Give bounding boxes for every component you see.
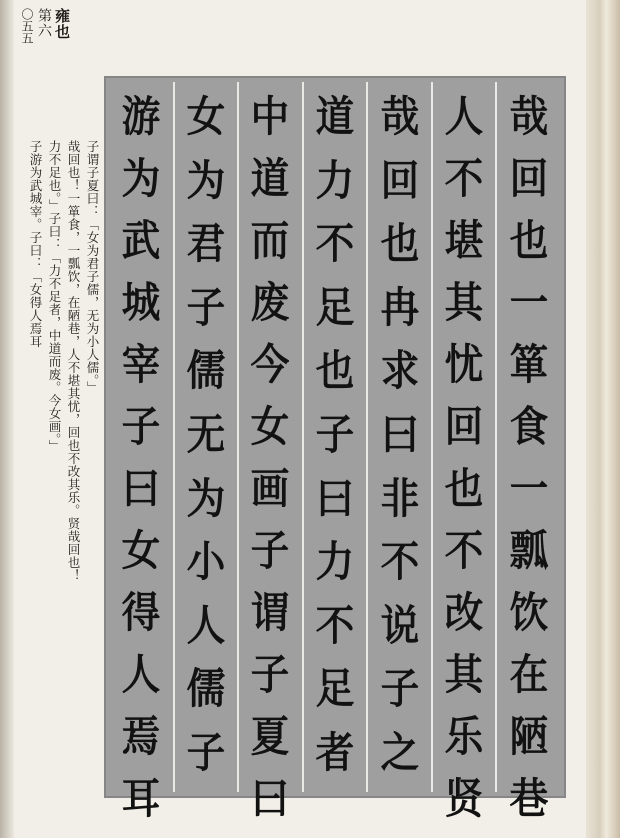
seal-character: 曰 bbox=[251, 774, 290, 823]
seal-character: 夏 bbox=[251, 712, 290, 761]
seal-character: 不 bbox=[444, 526, 484, 575]
seal-character: 曰 bbox=[315, 473, 355, 523]
seal-character: 为 bbox=[186, 155, 226, 205]
seal-character: 子 bbox=[121, 402, 161, 451]
seal-column bbox=[237, 82, 302, 823]
seal-character: 小 bbox=[186, 537, 226, 587]
seal-character: 不 bbox=[444, 154, 484, 203]
seal-character: 无 bbox=[186, 409, 226, 459]
seal-character: 哉 bbox=[509, 92, 549, 141]
seal-character: 宰 bbox=[121, 340, 161, 389]
seal-character: 足 bbox=[315, 664, 355, 714]
seal-character: 巷 bbox=[509, 774, 549, 823]
seal-character: 君 bbox=[186, 219, 226, 269]
seal-character: 游 bbox=[121, 92, 161, 141]
chapter-tab bbox=[20, 8, 70, 44]
seal-character: 耳 bbox=[121, 774, 161, 823]
seal-column bbox=[110, 82, 173, 823]
seal-column bbox=[431, 82, 496, 823]
page-number: 〇五五 bbox=[20, 8, 34, 44]
seal-character: 子 bbox=[251, 650, 290, 699]
commentary-column: 子谓子夏曰：「女为君子儒，无为小人儒。」 bbox=[85, 140, 100, 394]
seal-character: 之 bbox=[380, 727, 419, 777]
seal-character: 足 bbox=[315, 282, 355, 332]
seal-character: 人 bbox=[444, 92, 484, 141]
seal-character: 而 bbox=[251, 216, 290, 265]
seal-character: 道 bbox=[315, 92, 355, 141]
seal-character: 城 bbox=[121, 278, 161, 327]
seal-character: 瓢 bbox=[509, 526, 549, 575]
seal-character: 贤 bbox=[444, 774, 484, 823]
spine-shadow bbox=[0, 0, 14, 838]
seal-character: 陋 bbox=[509, 712, 549, 761]
commentary-column: 子游为武城宰。子曰：「女得人焉耳 bbox=[28, 140, 43, 348]
seal-character: 焉 bbox=[121, 712, 161, 761]
seal-character: 儒 bbox=[186, 664, 226, 714]
seal-character: 也 bbox=[444, 464, 484, 513]
seal-character: 武 bbox=[121, 216, 161, 265]
seal-character: 回 bbox=[380, 155, 419, 205]
seal-character: 女 bbox=[251, 402, 290, 451]
seal-character: 为 bbox=[186, 473, 226, 523]
seal-character: 为 bbox=[121, 154, 161, 203]
seal-character: 哉 bbox=[380, 92, 419, 141]
seal-character: 今 bbox=[251, 340, 290, 389]
seal-character: 子 bbox=[315, 409, 355, 459]
seal-character: 忧 bbox=[444, 340, 484, 389]
seal-character: 非 bbox=[380, 473, 419, 523]
seal-character: 女 bbox=[186, 92, 226, 141]
seal-character: 子 bbox=[186, 727, 226, 777]
seal-character: 食 bbox=[509, 402, 549, 451]
seal-column bbox=[366, 82, 431, 792]
seal-character: 堪 bbox=[444, 216, 484, 265]
seal-character: 也 bbox=[315, 346, 355, 396]
seal-column bbox=[302, 82, 367, 792]
seal-character: 中 bbox=[251, 92, 290, 141]
seal-character: 也 bbox=[509, 216, 549, 265]
seal-character: 曰 bbox=[121, 464, 161, 513]
seal-character: 谓 bbox=[251, 588, 290, 637]
seal-character: 不 bbox=[380, 537, 419, 587]
commentary-column: 力不足也。」子曰：「力不足者，中道而废。今女画。」 bbox=[47, 140, 62, 453]
seal-character: 在 bbox=[509, 650, 549, 699]
seal-character: 求 bbox=[380, 346, 419, 396]
seal-character: 一 bbox=[509, 464, 549, 513]
seal-character: 饮 bbox=[509, 588, 549, 637]
seal-character: 力 bbox=[315, 537, 355, 587]
seal-column bbox=[495, 82, 560, 823]
chapter-number: 第六 bbox=[36, 8, 52, 38]
seal-character: 回 bbox=[509, 154, 549, 203]
seal-character: 曰 bbox=[380, 409, 419, 459]
seal-character: 其 bbox=[444, 278, 484, 327]
seal-character: 人 bbox=[121, 650, 161, 699]
seal-script-grid bbox=[110, 82, 560, 823]
commentary-column: 哉回也！一箪食，一瓢饮，在陋巷，人不堪其忧，回也不改其乐。贤哉回也！ bbox=[66, 140, 81, 582]
seal-character: 其 bbox=[444, 650, 484, 699]
seal-character: 箪 bbox=[509, 340, 549, 389]
chapter-title: 雍也 bbox=[53, 8, 71, 40]
seal-character: 冉 bbox=[380, 282, 419, 332]
page-edge bbox=[586, 0, 620, 838]
seal-character: 女 bbox=[121, 526, 161, 575]
seal-character: 力 bbox=[315, 155, 355, 205]
seal-character: 儒 bbox=[186, 346, 226, 396]
seal-character: 说 bbox=[380, 600, 419, 650]
seal-character: 子 bbox=[380, 664, 419, 714]
seal-character: 子 bbox=[186, 282, 226, 332]
seal-character: 得 bbox=[121, 588, 161, 637]
seal-character: 子 bbox=[251, 526, 290, 575]
seal-script-panel bbox=[104, 76, 566, 823]
seal-column bbox=[173, 82, 238, 792]
seal-character: 不 bbox=[315, 219, 355, 269]
seal-character: 乐 bbox=[444, 712, 484, 761]
seal-character: 回 bbox=[444, 402, 484, 451]
seal-character: 也 bbox=[380, 219, 419, 269]
seal-character: 改 bbox=[444, 588, 484, 637]
seal-character: 一 bbox=[509, 278, 549, 327]
seal-character: 废 bbox=[251, 278, 290, 327]
seal-character: 画 bbox=[251, 464, 290, 513]
seal-character: 不 bbox=[315, 600, 355, 650]
seal-character: 者 bbox=[315, 727, 355, 777]
seal-character: 道 bbox=[251, 154, 290, 203]
seal-character: 人 bbox=[186, 600, 226, 650]
